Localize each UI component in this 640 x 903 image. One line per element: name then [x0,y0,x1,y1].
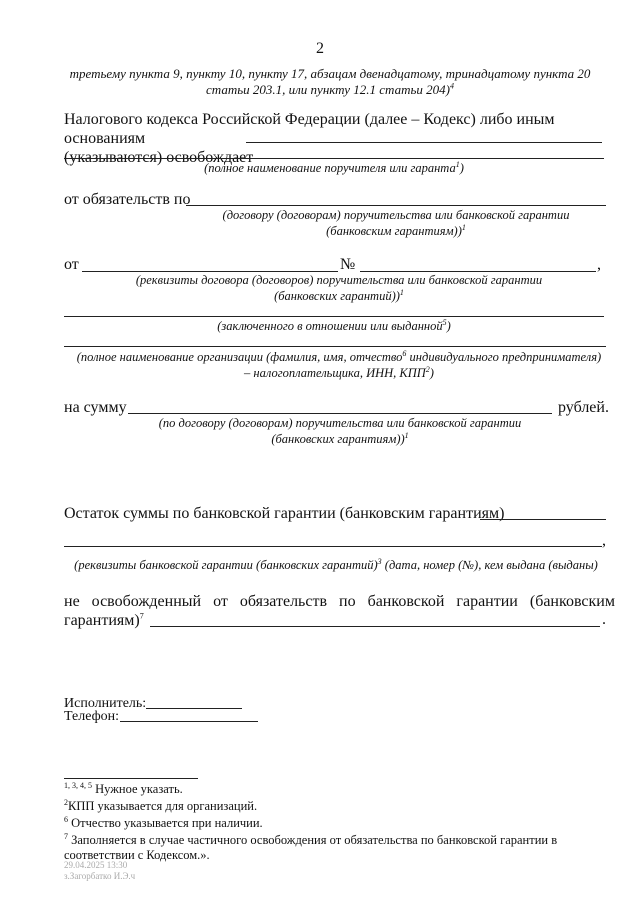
print-stamp: 29.04.2025 13:30 з.Загорбатко И.Э.ч [64,860,136,881]
intro-text: Налогового кодекса Российской Федерации (далее – Кодекс) либо иным основаниям (указываются) освобождает [64,111,555,166]
footnote-item: $^6$ Отчество указывается при наличии. [64,814,263,830]
caption-concluded: (заключенного в отношении или выданной$^5$) [217,317,451,333]
amount-currency: рублей. [558,399,609,416]
not-released-line[interactable] [150,626,600,627]
caption-amount: (по договору (договорам) поручительства или банковской гарантии (банковских гарантиям))$^1$ [158,416,522,446]
footnote-item: $^7$ Заполняется в случае частичного освобождения от обязательства по банковской гарантии в [64,831,558,847]
footnotes [64,782,616,863]
remainder-label: Остаток суммы по банковской гарантии (банковским гарантиям) [64,505,505,522]
amount-line[interactable] [128,413,552,414]
executor-line[interactable] [146,708,242,709]
remainder-line-1[interactable] [480,519,606,520]
taxpayer-line[interactable] [64,346,606,347]
footnote-item: $^2$КПП указывается для организаций. [64,797,258,813]
contract-number-label: № [340,256,356,273]
caption-contract: (реквизиты договора (договоров) поручительства или банковской гарантии (банковских гарантий))$^1$ [135,273,543,303]
amount-label: на сумму [64,399,127,416]
guarantor-line-1[interactable] [246,142,602,143]
concluded-line[interactable] [64,316,604,317]
page-number: 2 [316,40,324,57]
footnote-item: $^{1, 3, 4, 5}$ Нужное указать. [64,780,183,796]
caption-remainder: (реквизиты банковской гарантии (банковских гарантий)$^3$ (дата, номер (№), кем выдана (выданы) [74,556,598,572]
footnote-item: соответствии с Кодексом.». [64,848,210,862]
contract-from-label: от [64,256,79,273]
not-released-dot: . [602,611,606,628]
guarantor-line-2[interactable] [64,158,604,159]
phone-label: Телефон: [64,709,120,724]
obligations-line[interactable] [186,205,606,206]
executor-label: Исполнитель: [64,696,147,711]
not-released-text: не освобожденный от обязательств по банковской гарантии (банковским гарантиям)$^7$ [64,593,615,629]
caption-taxpayer: (полное наименование организации (фамилия, имя, отчество$^6$ индивидуального предпринимателя) – налогоплательщика, ИНН, КПП$^2$) [76,348,602,380]
remainder-comma: , [602,532,606,549]
caption-obligations: (договору (договорам) поручительства или банковской гарантии (банковским гарантиям))$^1$ [222,208,570,238]
caption-guarantor: (полное наименование поручителя или гаранта$^1$) [204,159,464,175]
phone-line[interactable] [120,721,258,722]
footnote-separator [64,778,198,779]
header-note: третьему пункта 9, пункту 10, пункту 17, абзацам двенадцатому, тринадцатому пункта 20 статьи 203.1, или пункту 12.1 статьи 204)$^4$ [69,66,591,97]
obligations-label: от обязательств по [64,191,191,208]
remainder-line-2[interactable] [64,546,602,547]
contract-comma: , [597,256,601,273]
